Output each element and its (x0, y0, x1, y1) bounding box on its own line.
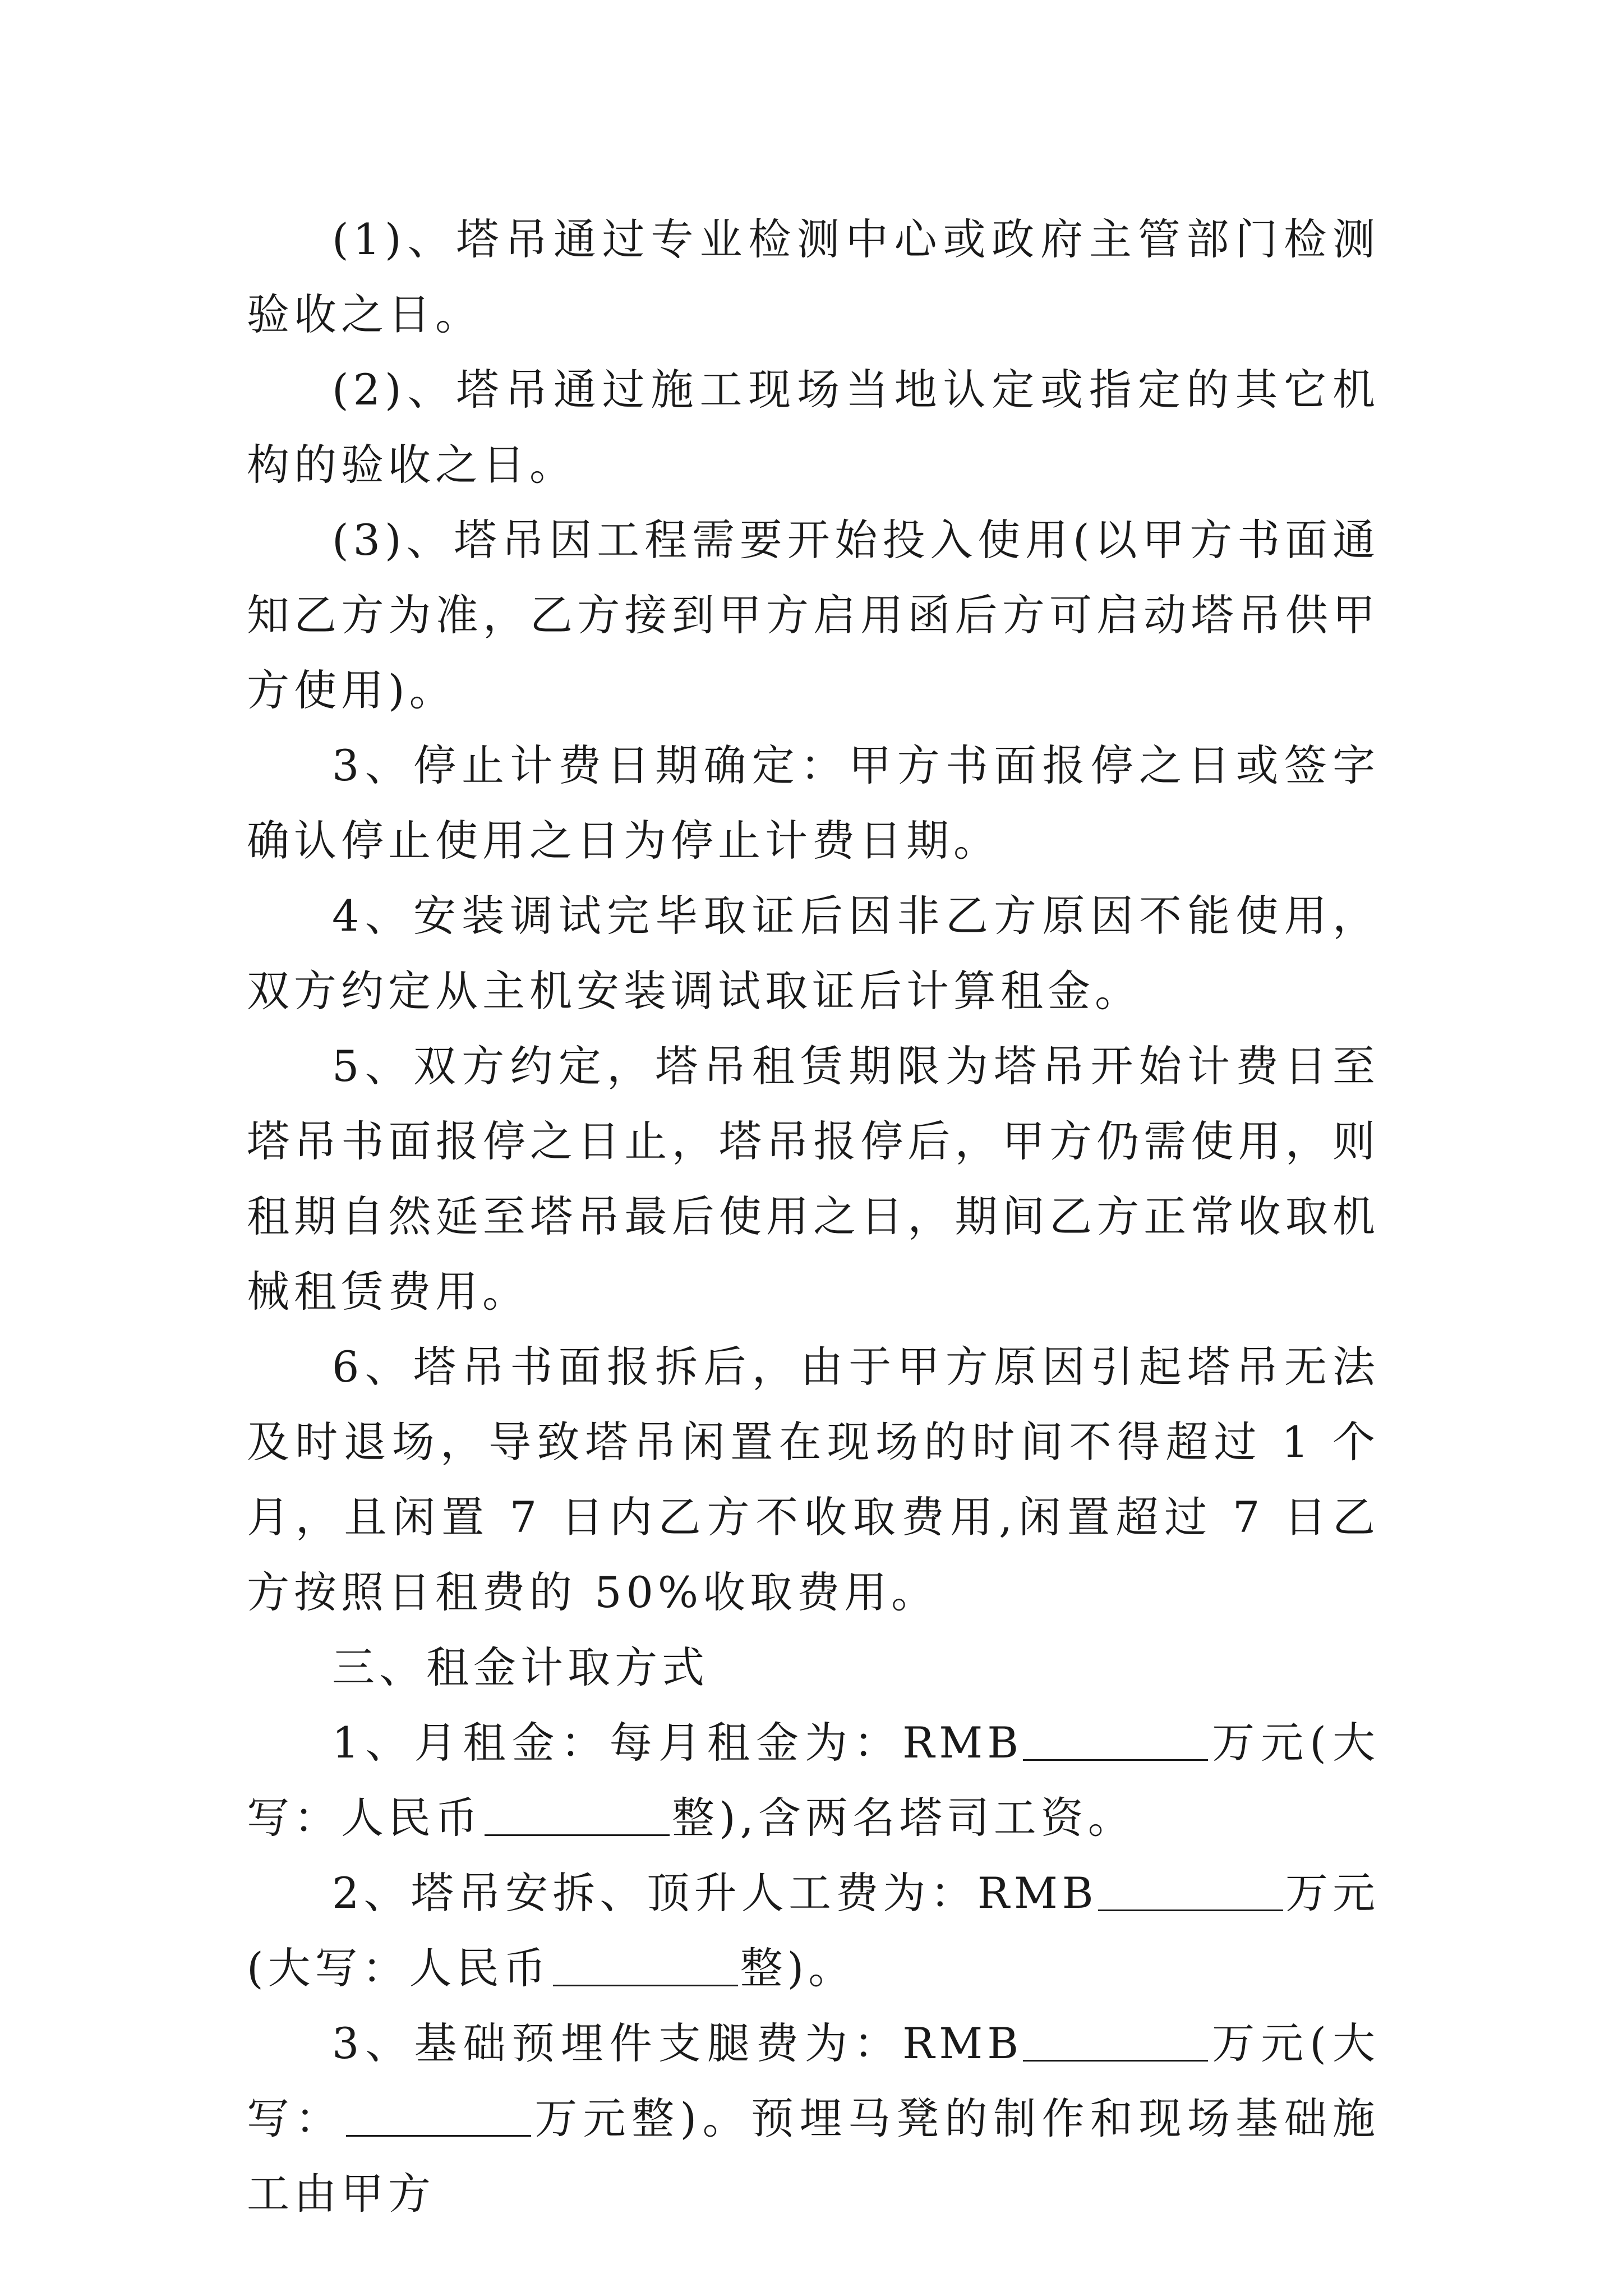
text-segment: 2、塔吊安拆、顶升人工费为：RMB (332, 1868, 1098, 1918)
fill-blank (1098, 1870, 1283, 1911)
fill-blank (553, 1945, 738, 1986)
fill-blank (1023, 2021, 1208, 2062)
fill-blank (1023, 1720, 1208, 1761)
text-segment: 万元整)。预埋马凳的制作和现场基础施工由甲方 (247, 2093, 1380, 2219)
section-heading-rent: 三、租金计取方式 (332, 1642, 709, 1692)
text-segment: 整)。 (740, 1943, 856, 1993)
text-segment: 万元(大写：人民币 (247, 1868, 1380, 1993)
paragraph-monthly-rent (247, 1705, 1380, 1856)
text-segment: 整),含两名塔司工资。 (672, 1793, 1135, 1843)
paragraph-clause-3: (3)、塔吊因工程需要开始投入使用(以甲方书面通知乙方为准，乙方接到甲方启用函后方可启动塔吊供甲方使用)。 (247, 515, 1380, 715)
text-segment: 1、月租金：每月租金为：RMB (332, 1718, 1023, 1768)
paragraph-stop-billing: 3、停止计费日期确定：甲方书面报停之日或签字确认停止使用之日为停止计费日期。 (247, 740, 1380, 866)
fill-blank (485, 1795, 670, 1836)
text-segment: 3、基础预埋件支腿费为：RMB (332, 2018, 1023, 2068)
paragraph-install-fee (247, 1856, 1380, 2006)
paragraph-clause-1: (1)、塔吊通过专业检测中心或政府主管部门检测验收之日。 (247, 214, 1380, 339)
fill-blank (346, 2096, 531, 2137)
paragraph-clause-2: (2)、塔吊通过施工现场当地认定或指定的其它机构的验收之日。 (247, 365, 1380, 490)
paragraph-foundation-fee (247, 2006, 1380, 2231)
paragraph-idle-fee: 6、塔吊书面报拆后，由于甲方原因引起塔吊无法及时退场，导致塔吊闲置在现场的时间不得超过 1 个月，且闲置 7 日内乙方不收取费用,闲置超过 7 日乙方按照日租费的 50%收取费用。 (247, 1342, 1380, 1617)
text-segment: 万元(大写：人民币 (247, 1718, 1380, 1843)
paragraph-lease-term: 5、双方约定，塔吊租赁期限为塔吊开始计费日至塔吊书面报停之日止，塔吊报停后，甲方仍需使用，则租期自然延至塔吊最后使用之日，期间乙方正常收取机械租赁费用。 (247, 1041, 1380, 1317)
document-body (247, 202, 1380, 2231)
paragraph-installation: 4、安装调试完毕取证后因非乙方原因不能使用，双方约定从主机安装调试取证后计算租金。 (247, 891, 1380, 1016)
text-segment: 万元(大写： (247, 2018, 1380, 2143)
